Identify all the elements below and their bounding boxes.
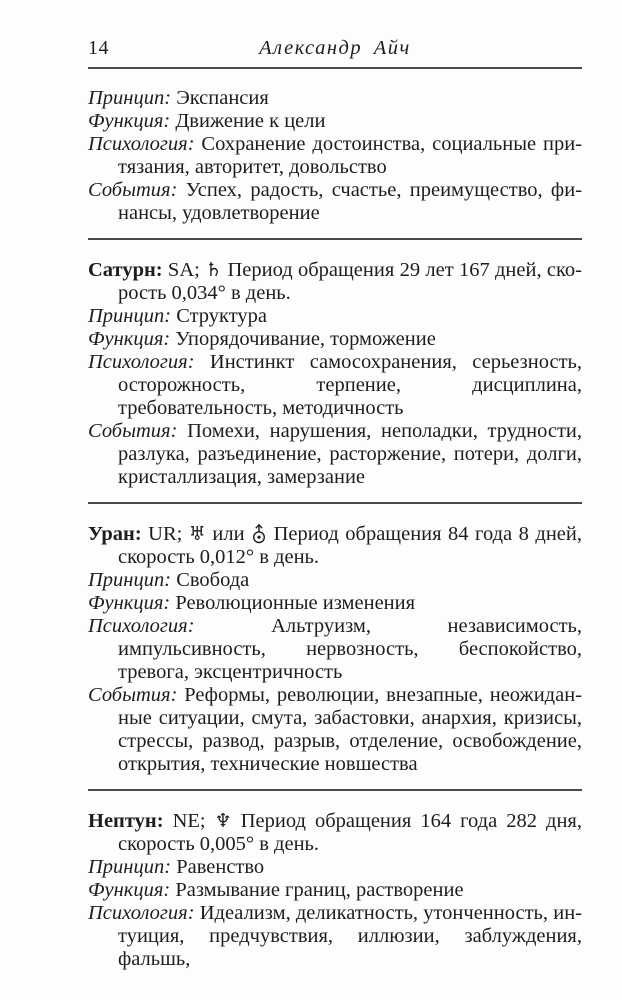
planet-code: UR; (141, 523, 189, 545)
field-text: Альтруизм, независимость, импульсивность, нервозность, беспокойство, тревога, эксцентричность (118, 615, 583, 683)
field-principle (88, 87, 582, 110)
running-head (88, 34, 582, 60)
field-principle (88, 305, 582, 328)
field-psychology (88, 133, 582, 179)
field-events (88, 684, 582, 776)
neptune-icon: ♆ (214, 810, 232, 832)
field-label: Функция: (88, 592, 171, 614)
field-text: Равенство (176, 856, 265, 878)
field-function (88, 110, 582, 133)
section-separator-rule (88, 502, 582, 504)
field-psychology (88, 902, 582, 971)
field-text: Революционные изменения (175, 592, 416, 614)
field-text: Структура (176, 305, 268, 327)
field-label: События: (88, 179, 178, 201)
entry-uranus (88, 523, 582, 776)
field-label: События: (88, 684, 178, 706)
entry-heading (88, 523, 582, 569)
planet-name: Нептун: (88, 810, 164, 832)
field-label: Психология: (88, 133, 195, 155)
field-text: Успех, радость, счастье, преимущество, финансы, удовлетворение (118, 179, 583, 224)
field-text: Упорядочивание, торможение (175, 328, 436, 350)
field-psychology (88, 615, 582, 684)
running-header-title: Александр Айч (259, 37, 411, 59)
entry-neptune (88, 810, 582, 971)
field-text: Свобода (176, 569, 250, 591)
heading-text: Период обращения 29 лет 167 дней, скорость 0,034° в день. (118, 259, 582, 304)
field-text: Идеализм, деликатность, утонченность, интуиция, предчувствия, иллюзии, заблуждения, фальшь, (118, 902, 582, 970)
planet-code: NE; (163, 810, 215, 832)
field-text: Реформы, революции, внезапные, неожиданные ситуации, смута, забастовки, анархия, кризисы, стрессы, развод, разрыв, отделение, освобождение, открытия, технические новшества (118, 684, 582, 775)
field-text: Размывание границ, растворение (175, 879, 464, 901)
field-label: Принцип: (88, 856, 172, 878)
field-psychology (88, 351, 582, 420)
field-label: Функция: (88, 328, 171, 350)
saturn-icon: ♄ (205, 259, 223, 281)
field-text: Помехи, нарушения, неполадки, трудности, разлука, разъединение, расторжение, потери, долги, кристаллизация, замерзание (118, 420, 582, 488)
field-label: События: (88, 420, 178, 442)
field-events (88, 420, 582, 489)
page-body (88, 87, 582, 971)
field-events (88, 179, 582, 225)
heading-text: или (205, 523, 252, 545)
header-rule (88, 67, 582, 69)
field-label: Психология: (88, 351, 195, 373)
field-principle (88, 856, 582, 879)
field-label: Принцип: (88, 569, 172, 591)
field-text: Сохранение достоинства, социальные притязания, авторитет, довольство (118, 133, 583, 178)
section-separator-rule (88, 789, 582, 791)
field-text: Движение к цели (175, 110, 326, 132)
section-separator-rule (88, 238, 582, 240)
field-label: Принцип: (88, 87, 172, 109)
field-text: Экспансия (176, 87, 269, 109)
field-label: Психология: (88, 615, 195, 637)
uranus-herschel-icon: ♅ (188, 523, 206, 545)
planet-name: Сатурн: (88, 259, 163, 281)
field-function (88, 592, 582, 615)
field-function (88, 879, 582, 902)
uranus-globe-arrow-icon (252, 523, 266, 544)
entry-heading (88, 810, 582, 856)
entry-saturn (88, 259, 582, 489)
planet-name: Уран: (88, 523, 142, 545)
field-function (88, 328, 582, 351)
planet-code: SA; (162, 259, 206, 281)
field-label: Психология: (88, 902, 195, 924)
field-principle (88, 569, 582, 592)
entry-heading (88, 259, 582, 305)
field-label: Принцип: (88, 305, 172, 327)
page-number: 14 (88, 37, 109, 59)
heading-text: Период обращения 84 года 8 дней, скорость 0,012° в день. (118, 523, 582, 568)
field-label: Функция: (88, 110, 171, 132)
field-text: Инстинкт самосохранения, серьезность, осторожность, терпение, дисциплина, требовательность, методичность (118, 351, 582, 419)
entry-continuation (88, 87, 582, 225)
heading-text: Период обращения 164 года 282 дня, скорость 0,005° в день. (118, 810, 582, 855)
field-label: Функция: (88, 879, 171, 901)
